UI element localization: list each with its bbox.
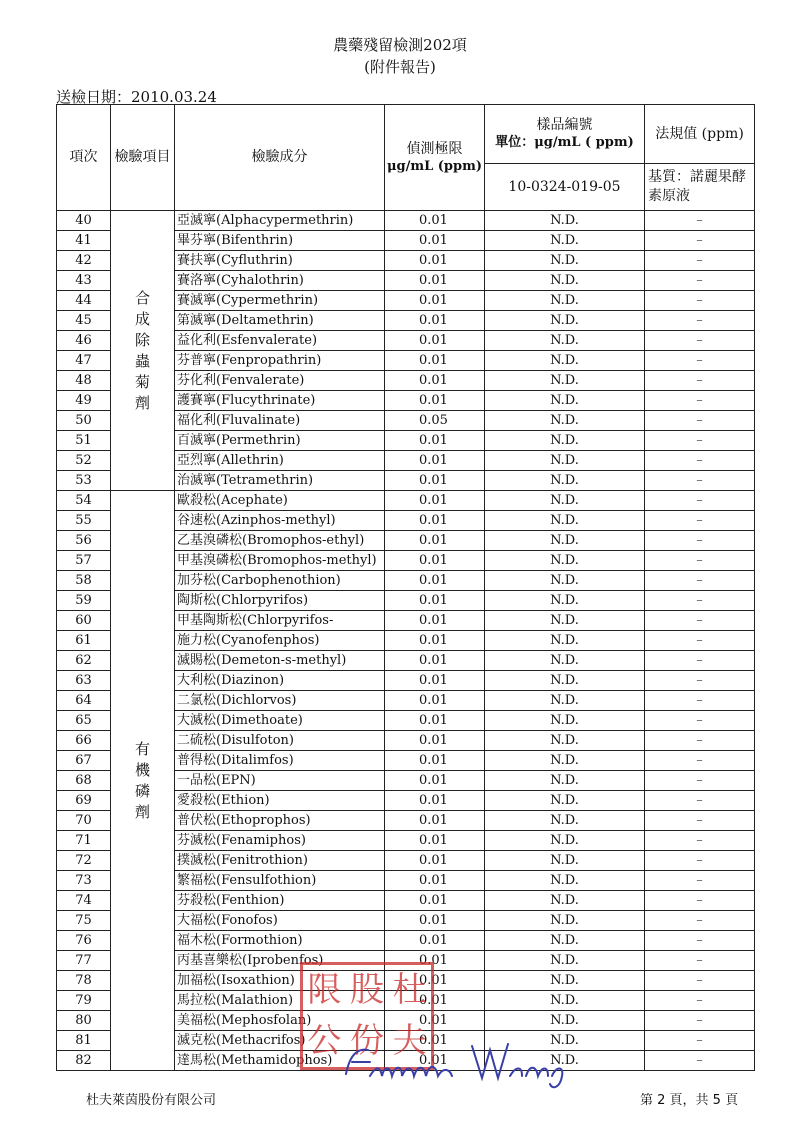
component-name-cell: 美福松(Mephosfolan) [175, 1011, 385, 1031]
detection-limit-cell: 0.01 [385, 631, 485, 651]
regulation-value-cell: – [645, 1011, 755, 1031]
item-number-cell: 70 [57, 811, 111, 831]
result-cell: N.D. [485, 271, 645, 291]
detection-limit-cell: 0.01 [385, 991, 485, 1011]
regulation-value-cell: – [645, 871, 755, 891]
component-name-cell: 芬殺松(Fenthion) [175, 891, 385, 911]
item-number-cell: 82 [57, 1051, 111, 1071]
detection-limit-cell: 0.01 [385, 931, 485, 951]
item-number-cell: 47 [57, 351, 111, 371]
regulation-value-cell: – [645, 411, 755, 431]
item-number-cell: 60 [57, 611, 111, 631]
detection-limit-cell: 0.01 [385, 571, 485, 591]
component-name-cell: 大滅松(Dimethoate) [175, 711, 385, 731]
component-name-cell: 陶斯松(Chlorpyrifos) [175, 591, 385, 611]
component-name-cell: 賽洛寧(Cyhalothrin) [175, 271, 385, 291]
category-char: 除 [134, 330, 150, 349]
header-detection-limit [385, 105, 485, 211]
category-cell [111, 491, 175, 1071]
component-name-cell: 芬滅松(Fenamiphos) [175, 831, 385, 851]
detection-limit-cell: 0.01 [385, 611, 485, 631]
detection-limit-cell: 0.01 [385, 491, 485, 511]
result-cell: N.D. [485, 891, 645, 911]
item-number-cell: 58 [57, 571, 111, 591]
item-number-cell: 66 [57, 731, 111, 751]
stamp-char: 杜 [392, 970, 427, 1010]
component-name-cell: 滅克松(Methacrifos) [175, 1031, 385, 1051]
item-number-cell: 48 [57, 371, 111, 391]
detection-limit-cell: 0.01 [385, 771, 485, 791]
component-name-cell: 施力松(Cyanofenphos) [175, 631, 385, 651]
result-cell: N.D. [485, 751, 645, 771]
item-number-cell: 63 [57, 671, 111, 691]
footer-company: 杜夫萊茵股份有限公司 [86, 1093, 217, 1108]
component-name-cell: 大利松(Diazinon) [175, 671, 385, 691]
component-name-cell: 百滅寧(Permethrin) [175, 431, 385, 451]
regulation-value-cell: – [645, 891, 755, 911]
detection-limit-cell: 0.01 [385, 811, 485, 831]
result-cell: N.D. [485, 331, 645, 351]
detection-limit-cell: 0.01 [385, 471, 485, 491]
detection-limit-cell: 0.01 [385, 971, 485, 991]
result-cell: N.D. [485, 231, 645, 251]
component-name-cell: 達馬松(Methamidophos) [175, 1051, 385, 1071]
item-number-cell: 50 [57, 411, 111, 431]
result-cell: N.D. [485, 311, 645, 331]
component-name-cell: 谷速松(Azinphos-methyl) [175, 511, 385, 531]
detection-limit-cell: 0.05 [385, 411, 485, 431]
component-name-cell: 馬拉松(Malathion) [175, 991, 385, 1011]
detection-limit-cell: 0.01 [385, 1011, 485, 1031]
component-name-cell: 大福松(Fonofos) [175, 911, 385, 931]
component-name-cell: 滅賜松(Demeton-s-methyl) [175, 651, 385, 671]
regulation-value-cell: – [645, 951, 755, 971]
detection-limit-cell: 0.01 [385, 951, 485, 971]
category-char: 蟲 [134, 351, 150, 370]
item-number-cell: 55 [57, 511, 111, 531]
detection-limit-cell: 0.01 [385, 351, 485, 371]
detection-limit-cell: 0.01 [385, 291, 485, 311]
component-name-cell: 撲滅松(Fenitrothion) [175, 851, 385, 871]
header-limit-line1: 偵測極限 [406, 140, 463, 157]
header-item-no: 項次 [57, 105, 111, 211]
result-cell: N.D. [485, 491, 645, 511]
regulation-value-cell: – [645, 731, 755, 751]
regulation-value-cell: – [645, 491, 755, 511]
detection-limit-cell: 0.01 [385, 551, 485, 571]
category-char: 劑 [134, 802, 150, 821]
regulation-value-cell: – [645, 711, 755, 731]
regulation-value-cell: – [645, 831, 755, 851]
regulation-value-cell: – [645, 771, 755, 791]
component-name-cell: 第滅寧(Deltamethrin) [175, 311, 385, 331]
header-limit-line2: μg/mL (ppm) [386, 158, 482, 174]
result-cell: N.D. [485, 811, 645, 831]
regulation-value-cell: – [645, 851, 755, 871]
detection-limit-cell: 0.01 [385, 671, 485, 691]
regulation-value-cell: – [645, 231, 755, 251]
regulation-value-cell: – [645, 391, 755, 411]
detection-limit-cell: 0.01 [385, 331, 485, 351]
detection-limit-cell: 0.01 [385, 391, 485, 411]
result-cell: N.D. [485, 951, 645, 971]
regulation-value-cell: – [645, 311, 755, 331]
table-row [57, 211, 755, 231]
detection-limit-cell: 0.01 [385, 751, 485, 771]
report-title: 農藥殘留檢測202項 [333, 36, 467, 54]
result-cell: N.D. [485, 371, 645, 391]
component-name-cell: 芬普寧(Fenpropathrin) [175, 351, 385, 371]
category-char: 合 [134, 288, 150, 307]
item-number-cell: 40 [57, 211, 111, 231]
header-sample [485, 105, 645, 164]
detection-limit-cell: 0.01 [385, 531, 485, 551]
regulation-value-cell: – [645, 471, 755, 491]
regulation-value-cell: – [645, 431, 755, 451]
regulation-value-cell: – [645, 631, 755, 651]
stamp-char: 限 [307, 970, 342, 1010]
regulation-value-cell: – [645, 1031, 755, 1051]
result-cell: N.D. [485, 411, 645, 431]
result-cell: N.D. [485, 351, 645, 371]
item-number-cell: 71 [57, 831, 111, 851]
result-cell: N.D. [485, 791, 645, 811]
component-name-cell: 福化利(Fluvalinate) [175, 411, 385, 431]
component-name-cell: 益化利(Esfenvalerate) [175, 331, 385, 351]
regulation-value-cell: – [645, 691, 755, 711]
detection-limit-cell: 0.01 [385, 1031, 485, 1051]
header-sample-line2: 單位：μg/mL ( ppm) [495, 135, 634, 150]
result-cell: N.D. [485, 851, 645, 871]
result-cell: N.D. [485, 511, 645, 531]
header-category: 檢驗項目 [111, 105, 175, 211]
regulation-value-cell: – [645, 611, 755, 631]
component-name-cell: 護賽寧(Flucythrinate) [175, 391, 385, 411]
result-cell: N.D. [485, 611, 645, 631]
item-number-cell: 61 [57, 631, 111, 651]
component-name-cell: 歐殺松(Acephate) [175, 491, 385, 511]
regulation-value-cell: – [645, 511, 755, 531]
result-cell: N.D. [485, 571, 645, 591]
component-name-cell: 亞烈寧(Allethrin) [175, 451, 385, 471]
header-component: 檢驗成分 [175, 105, 385, 211]
component-name-cell: 福木松(Formothion) [175, 931, 385, 951]
item-number-cell: 45 [57, 311, 111, 331]
stamp-char: 股 [349, 970, 384, 1010]
regulation-value-cell: – [645, 1051, 755, 1071]
item-number-cell: 74 [57, 891, 111, 911]
item-number-cell: 76 [57, 931, 111, 951]
category-char: 劑 [134, 393, 150, 412]
component-name-cell: 繁福松(Fensulfothion) [175, 871, 385, 891]
regulation-value-cell: – [645, 751, 755, 771]
detection-limit-cell: 0.01 [385, 311, 485, 331]
regulation-value-cell: – [645, 811, 755, 831]
item-number-cell: 81 [57, 1031, 111, 1051]
detection-limit-cell: 0.01 [385, 791, 485, 811]
result-cell: N.D. [485, 551, 645, 571]
regulation-value-cell: – [645, 551, 755, 571]
submission-date: 送檢日期：2010.03.24 [56, 88, 217, 106]
item-number-cell: 44 [57, 291, 111, 311]
result-cell: N.D. [485, 871, 645, 891]
item-number-cell: 75 [57, 911, 111, 931]
item-number-cell: 62 [57, 651, 111, 671]
result-cell: N.D. [485, 591, 645, 611]
result-cell: N.D. [485, 911, 645, 931]
detection-limit-cell: 0.01 [385, 1051, 485, 1071]
detection-limit-cell: 0.01 [385, 871, 485, 891]
item-number-cell: 42 [57, 251, 111, 271]
detection-limit-cell: 0.01 [385, 451, 485, 471]
header-sample-line1: 樣品編號 [536, 117, 593, 133]
result-cell: N.D. [485, 731, 645, 751]
item-number-cell: 67 [57, 751, 111, 771]
component-name-cell: 加福松(Isoxathion) [175, 971, 385, 991]
item-number-cell: 77 [57, 951, 111, 971]
regulation-value-cell: – [645, 591, 755, 611]
regulation-value-cell: – [645, 291, 755, 311]
item-number-cell: 73 [57, 871, 111, 891]
result-cell: N.D. [485, 771, 645, 791]
result-cell: N.D. [485, 531, 645, 551]
result-cell: N.D. [485, 1031, 645, 1051]
result-cell: N.D. [485, 1011, 645, 1031]
regulation-value-cell: – [645, 211, 755, 231]
footer-page-number: 第 2 頁，共 5 頁 [640, 1093, 739, 1108]
detection-limit-cell: 0.01 [385, 831, 485, 851]
item-number-cell: 56 [57, 531, 111, 551]
regulation-value-cell: – [645, 371, 755, 391]
component-name-cell: 甲基溴磷松(Bromophos-methyl) [175, 551, 385, 571]
stamp-char: 公 [307, 1021, 342, 1061]
stamp-char: 份 [349, 1021, 384, 1061]
component-name-cell: 畢芬寧(Bifenthrin) [175, 231, 385, 251]
regulation-value-cell: – [645, 651, 755, 671]
detection-limit-cell: 0.01 [385, 371, 485, 391]
table-row [57, 491, 755, 511]
component-name-cell: 丙基喜樂松(Iprobenfos) [175, 951, 385, 971]
result-cell: N.D. [485, 991, 645, 1011]
result-cell: N.D. [485, 251, 645, 271]
detection-limit-cell: 0.01 [385, 431, 485, 451]
component-name-cell: 二硫松(Disulfoton) [175, 731, 385, 751]
result-cell: N.D. [485, 391, 645, 411]
detection-limit-cell: 0.01 [385, 211, 485, 231]
item-number-cell: 52 [57, 451, 111, 471]
detection-limit-cell: 0.01 [385, 711, 485, 731]
component-name-cell: 乙基溴磷松(Bromophos-ethyl) [175, 531, 385, 551]
result-cell: N.D. [485, 211, 645, 231]
regulation-value-cell: – [645, 331, 755, 351]
regulation-value-cell: – [645, 531, 755, 551]
category-char: 菊 [134, 372, 150, 391]
item-number-cell: 72 [57, 851, 111, 871]
regulation-value-cell: – [645, 911, 755, 931]
component-name-cell: 賽滅寧(Cypermethrin) [175, 291, 385, 311]
result-cell: N.D. [485, 651, 645, 671]
component-name-cell: 亞滅寧(Alphacypermethrin) [175, 211, 385, 231]
report-subtitle: (附件報告) [364, 58, 436, 76]
detection-limit-cell: 0.01 [385, 251, 485, 271]
detection-limit-cell: 0.01 [385, 911, 485, 931]
result-cell: N.D. [485, 931, 645, 951]
result-cell: N.D. [485, 691, 645, 711]
category-cell [111, 211, 175, 491]
category-char: 有 [134, 739, 150, 758]
detection-limit-cell: 0.01 [385, 731, 485, 751]
item-number-cell: 68 [57, 771, 111, 791]
component-name-cell: 甲基陶斯松(Chlorpyrifos- [175, 611, 385, 631]
component-name-cell: 二氯松(Dichlorvos) [175, 691, 385, 711]
item-number-cell: 64 [57, 691, 111, 711]
header-regulation: 法規值 (ppm) [645, 105, 755, 164]
regulation-value-cell: – [645, 351, 755, 371]
detection-limit-cell: 0.01 [385, 271, 485, 291]
result-cell: N.D. [485, 451, 645, 471]
category-char: 磷 [134, 781, 150, 800]
stamp-char: 夫 [392, 1021, 427, 1061]
item-number-cell: 80 [57, 1011, 111, 1031]
item-number-cell: 51 [57, 431, 111, 451]
regulation-value-cell: – [645, 251, 755, 271]
result-cell: N.D. [485, 291, 645, 311]
item-number-cell: 54 [57, 491, 111, 511]
regulation-value-cell: – [645, 451, 755, 471]
header-regulation-matrix: 基質：諾麗果酵素原液 [645, 164, 755, 211]
detection-limit-cell: 0.01 [385, 691, 485, 711]
results-body [57, 211, 755, 1071]
component-name-cell: 愛殺松(Ethion) [175, 791, 385, 811]
regulation-value-cell: – [645, 991, 755, 1011]
component-name-cell: 賽扶寧(Cyfluthrin) [175, 251, 385, 271]
regulation-value-cell: – [645, 931, 755, 951]
regulation-value-cell: – [645, 571, 755, 591]
category-char: 機 [134, 760, 150, 779]
result-cell: N.D. [485, 671, 645, 691]
result-cell: N.D. [485, 711, 645, 731]
item-number-cell: 43 [57, 271, 111, 291]
item-number-cell: 69 [57, 791, 111, 811]
detection-limit-cell: 0.01 [385, 231, 485, 251]
result-cell: N.D. [485, 831, 645, 851]
item-number-cell: 57 [57, 551, 111, 571]
detection-limit-cell: 0.01 [385, 891, 485, 911]
detection-limit-cell: 0.01 [385, 851, 485, 871]
regulation-value-cell: – [645, 671, 755, 691]
detection-limit-cell: 0.01 [385, 511, 485, 531]
category-char: 成 [134, 309, 150, 328]
item-number-cell: 53 [57, 471, 111, 491]
item-number-cell: 59 [57, 591, 111, 611]
item-number-cell: 78 [57, 971, 111, 991]
header-sample-id: 10-0324-019-05 [485, 164, 645, 211]
detection-limit-cell: 0.01 [385, 591, 485, 611]
component-name-cell: 普得松(Ditalimfos) [175, 751, 385, 771]
component-name-cell: 治滅寧(Tetramethrin) [175, 471, 385, 491]
result-cell: N.D. [485, 471, 645, 491]
results-table [56, 104, 755, 1071]
result-cell: N.D. [485, 971, 645, 991]
component-name-cell: 普伏松(Ethoprophos) [175, 811, 385, 831]
item-number-cell: 79 [57, 991, 111, 1011]
result-cell: N.D. [485, 631, 645, 651]
item-number-cell: 41 [57, 231, 111, 251]
result-cell: N.D. [485, 431, 645, 451]
component-name-cell: 一品松(EPN) [175, 771, 385, 791]
regulation-value-cell: – [645, 271, 755, 291]
item-number-cell: 49 [57, 391, 111, 411]
item-number-cell: 46 [57, 331, 111, 351]
regulation-value-cell: – [645, 791, 755, 811]
regulation-value-cell: – [645, 971, 755, 991]
component-name-cell: 加芬松(Carbophenothion) [175, 571, 385, 591]
item-number-cell: 65 [57, 711, 111, 731]
result-cell: N.D. [485, 1051, 645, 1071]
component-name-cell: 芬化利(Fenvalerate) [175, 371, 385, 391]
detection-limit-cell: 0.01 [385, 651, 485, 671]
